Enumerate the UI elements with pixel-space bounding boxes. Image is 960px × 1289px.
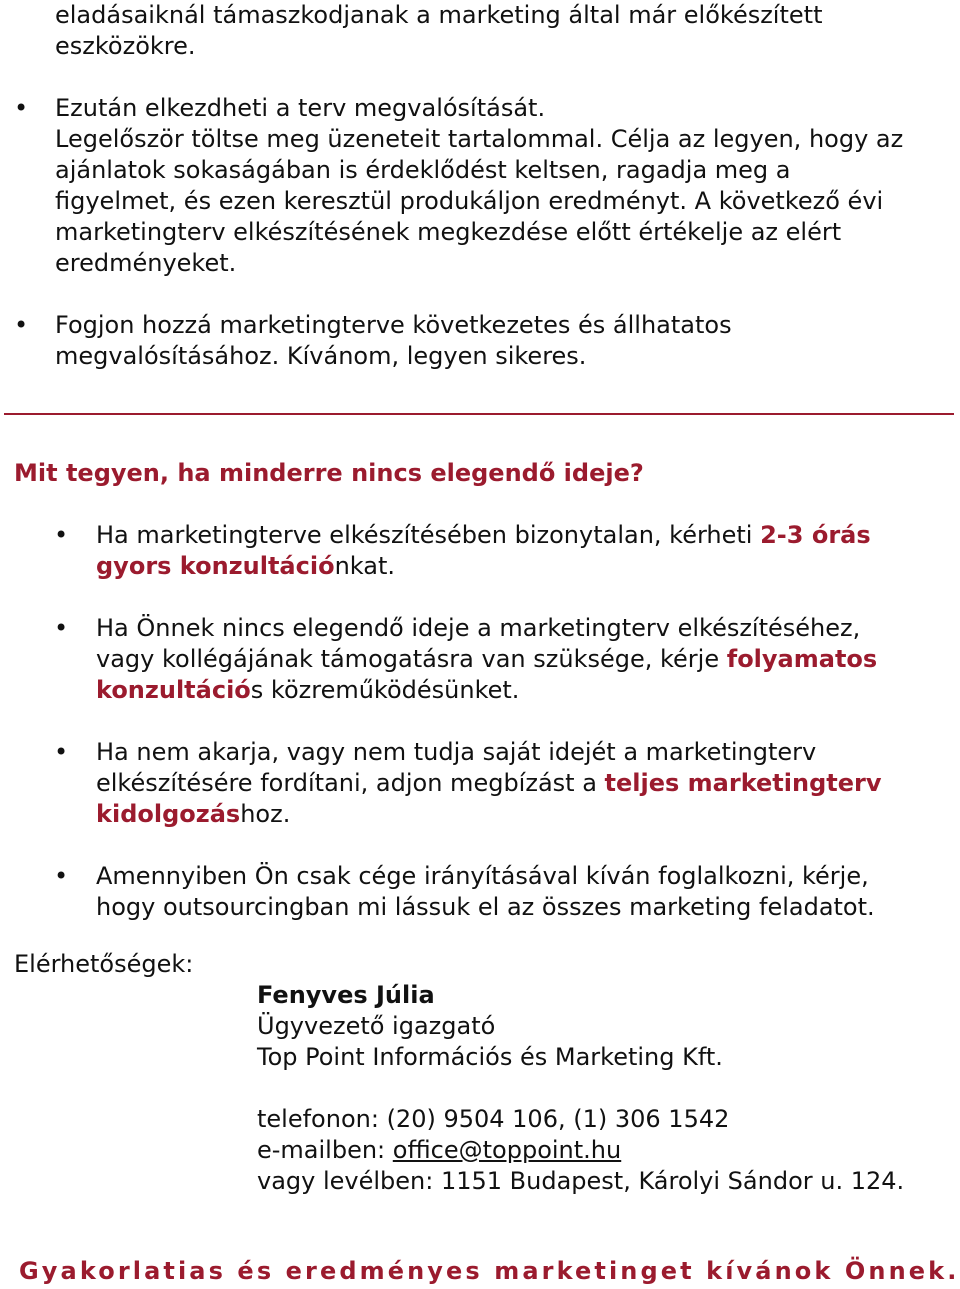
contact-block: [257, 980, 904, 1197]
contact-role: Ügyvezető igazgató: [257, 1012, 496, 1040]
short-consultation-link-cont[interactable]: gyors konzultáció: [96, 552, 335, 580]
list-item: • Ezután elkezdheti a terv megvalósítását. Legelőször töltse meg üzeneteit tartalommal. Célja az legyen, hogy az ajánlatok sokaságában is érdeklődést keltsen, ragadja meg a figyelmet, és ezen keresztül produkáljon eredményt. A következő évi marketingterv elkészítésének megkezdése előtt értékelje az elért eredményeket.: [14, 94, 904, 277]
bullet-icon: •: [54, 738, 69, 766]
continuous-consultation-link-cont[interactable]: konzultáció: [96, 676, 251, 704]
section-heading: Mit tegyen, ha minderre nincs elegendő ideje?: [14, 459, 644, 487]
contact-address: vagy levélben: 1151 Budapest, Károlyi Sándor u. 124.: [257, 1167, 905, 1195]
contact-name: Fenyves Júlia: [257, 981, 435, 1009]
intro-continuation: eladásaiknál támaszkodjanak a marketing által már előkészített eszközökre.: [55, 1, 823, 60]
full-plan-link[interactable]: teljes marketingterv: [604, 769, 882, 797]
list-item: • Fogjon hozzá marketingterve következetes és állhatatos megvalósításához. Kívánom, legyen sikeres.: [14, 311, 732, 370]
contact-company: Top Point Információs és Marketing Kft.: [257, 1043, 723, 1071]
contact-phone: telefonon: (20) 9504 106, (1) 306 1542: [257, 1105, 730, 1133]
bullet-icon: •: [54, 521, 69, 549]
intro-list: [14, 0, 954, 372]
bullet-icon: •: [14, 94, 29, 122]
list-item: • Ha marketingterve elkészítésében bizonytalan, kérheti 2-3 órás gyors konzultációnkat.: [54, 521, 871, 580]
continuous-consultation-link[interactable]: folyamatos: [726, 645, 878, 673]
bullet-icon: •: [14, 311, 29, 339]
options-list: [14, 520, 944, 923]
list-item: • Ha nem akarja, vagy nem tudja saját idejét a marketingterv elkészítésére fordítani, adjon megbízást a teljes marketingterv kidolgozáshoz.: [54, 738, 882, 828]
closing-line: Gyakorlatias és eredményes marketinget kívánok Önnek.: [19, 1257, 960, 1285]
short-consultation-link[interactable]: 2-3 órás: [760, 521, 871, 549]
contact-label: Elérhetőségek:: [14, 950, 194, 978]
section-divider: [4, 413, 954, 415]
email-link[interactable]: office@toppoint.hu: [392, 1136, 622, 1164]
bullet-icon: •: [54, 614, 69, 642]
bullet-icon: •: [54, 862, 69, 890]
full-plan-link-cont[interactable]: kidolgozás: [96, 800, 241, 828]
contact-email-line: e-mailben: office@toppoint.hu: [257, 1136, 622, 1164]
list-item: • Amennyiben Ön csak cége irányításával kíván foglalkozni, kérje, hogy outsourcingban mi lássuk el az összes marketing feladatot.: [54, 862, 875, 921]
list-item: • Ha Önnek nincs elegendő ideje a marketingterv elkészítéséhez, vagy kollégájának támogatásra van szüksége, kérje folyamatos konzultációs közreműködésünket.: [54, 614, 878, 704]
spacer: [257, 1073, 904, 1104]
